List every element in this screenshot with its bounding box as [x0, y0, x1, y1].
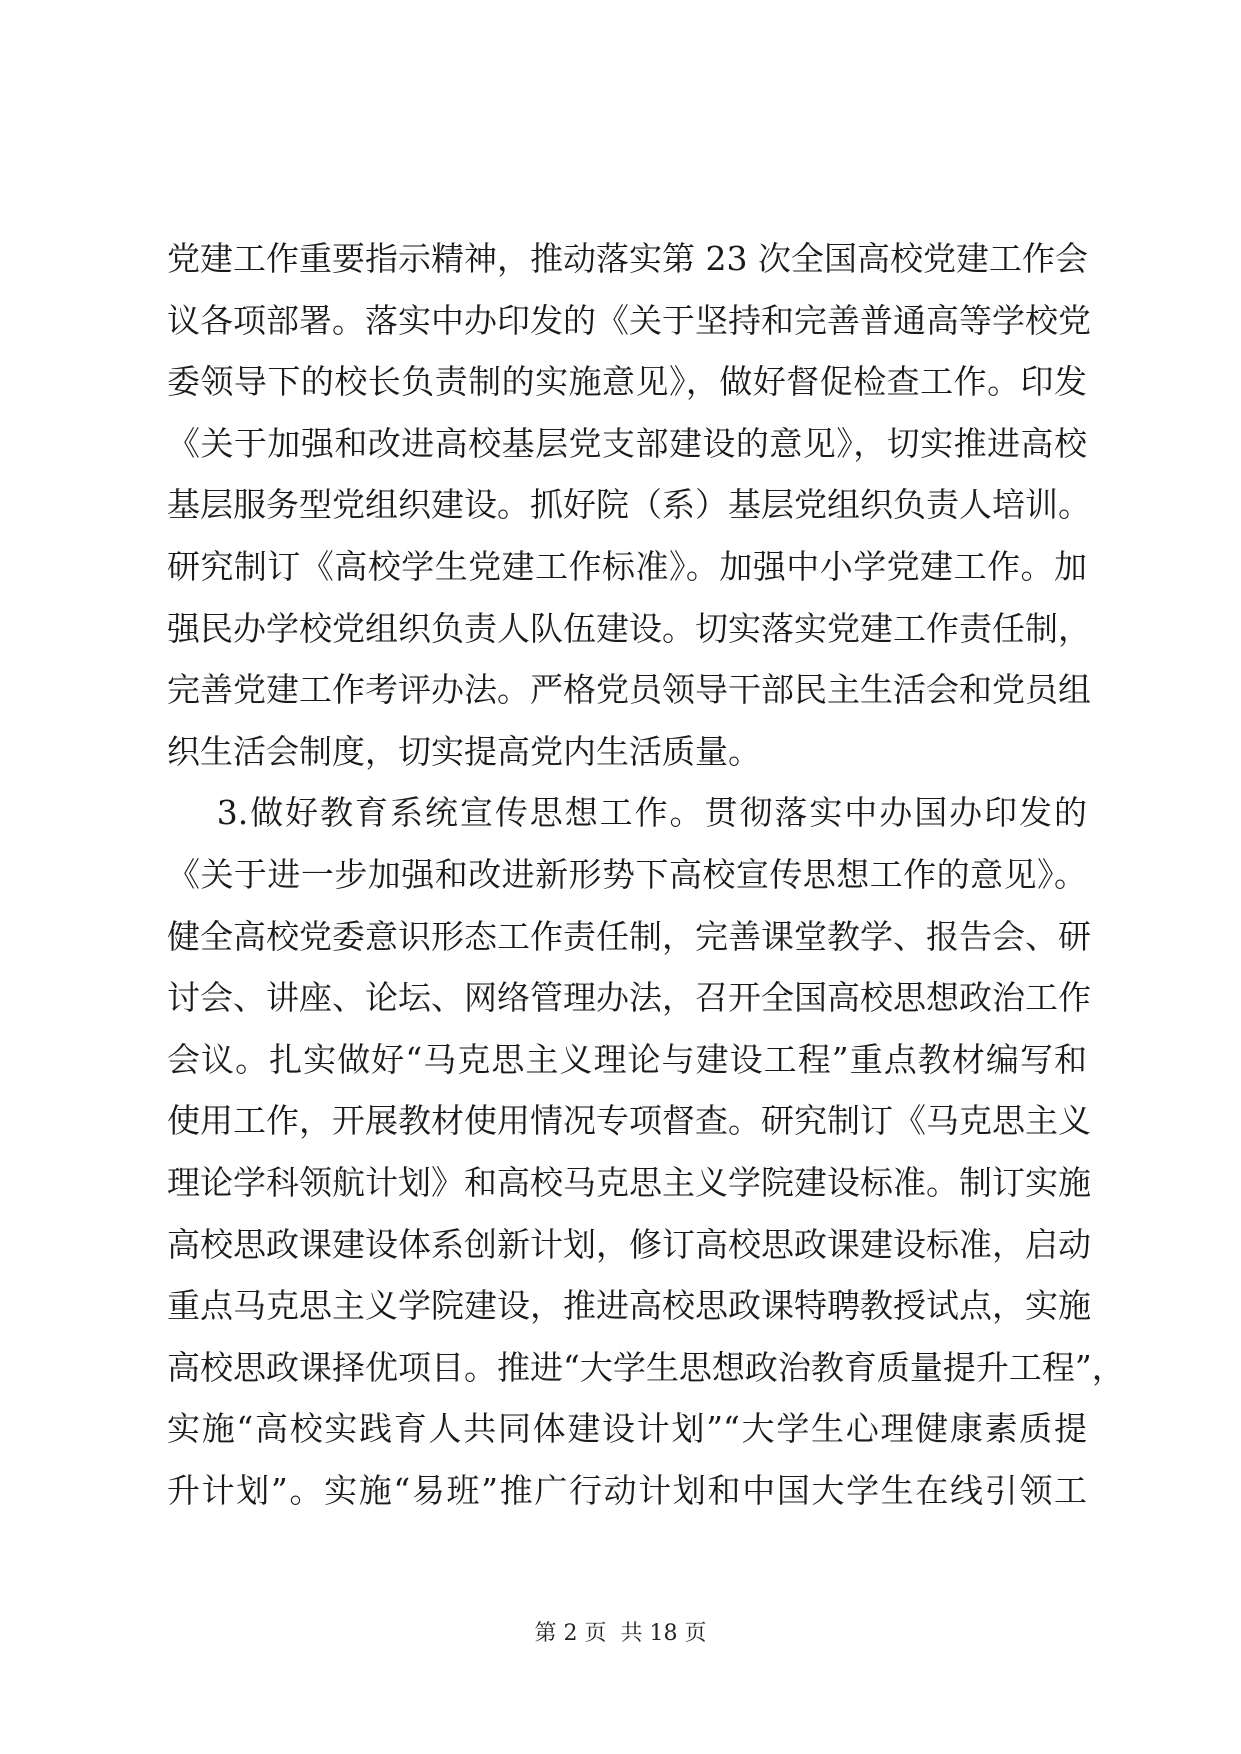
text-line: 《关于加强和改进高校基层党支部建设的意见》，切实推进高校: [167, 423, 1087, 463]
text-line: 实施“高校实践育人共同体建设计划”“大学生心理健康素质提: [167, 1409, 1087, 1449]
text-line: 《关于进一步加强和改进新形势下高校宣传思想工作的意见》。: [167, 854, 1087, 894]
text-line: 织生活会制度，切实提高党内生活质量。: [167, 731, 761, 771]
text-line: 使用工作，开展教材使用情况专项督查。研究制订《马克思主义: [167, 1101, 1091, 1141]
text-line: 3.做好教育系统宣传思想工作。贯彻落实中办国办印发的: [167, 793, 1087, 833]
text-line: 议各项部署。落实中办印发的《关于坚持和完善普通高等学校党: [167, 300, 1091, 340]
text-line: 讨会、讲座、论坛、网络管理办法，召开全国高校思想政治工作: [167, 978, 1091, 1018]
text-line: 党建工作重要指示精神，推动落实第 23 次全国高校党建工作会: [167, 239, 1088, 278]
body-text: [167, 228, 1125, 1521]
text-line: 会议。扎实做好“马克思主义理论与建设工程”重点教材编写和: [167, 1039, 1087, 1079]
text-line: 研究制订《高校学生党建工作标准》。加强中小学党建工作。加: [167, 546, 1087, 586]
text-line: 委领导下的校长负责制的实施意见》，做好督促检查工作。印发: [167, 362, 1087, 402]
text-line: 升计划”。实施“易班”推广行动计划和中国大学生在线引领工: [167, 1470, 1087, 1510]
text-line: 健全高校党委意识形态工作责任制，完善课堂教学、报告会、研: [167, 916, 1091, 956]
text-line: 高校思政课择优项目。推进“大学生思想政治教育质量提升工程”，: [167, 1347, 1125, 1387]
text-line: 重点马克思主义学院建设，推进高校思政课特聘教授试点，实施: [167, 1286, 1091, 1326]
text-line: 完善党建工作考评办法。严格党员领导干部民主生活会和党员组: [167, 670, 1091, 710]
text-line: 理论学科领航计划》和高校马克思主义学院建设标准。制订实施: [167, 1162, 1091, 1202]
text-line: 高校思政课建设体系创新计划，修订高校思政课建设标准，启动: [167, 1224, 1091, 1264]
text-line: 基层服务型党组织建设。抓好院（系）基层党组织负责人培训。: [167, 485, 1091, 525]
text-line: 强民办学校党组织负责人队伍建设。切实落实党建工作责任制，: [167, 608, 1091, 648]
page-number-footer: 第 2 页 共 18 页: [534, 1621, 707, 1646]
